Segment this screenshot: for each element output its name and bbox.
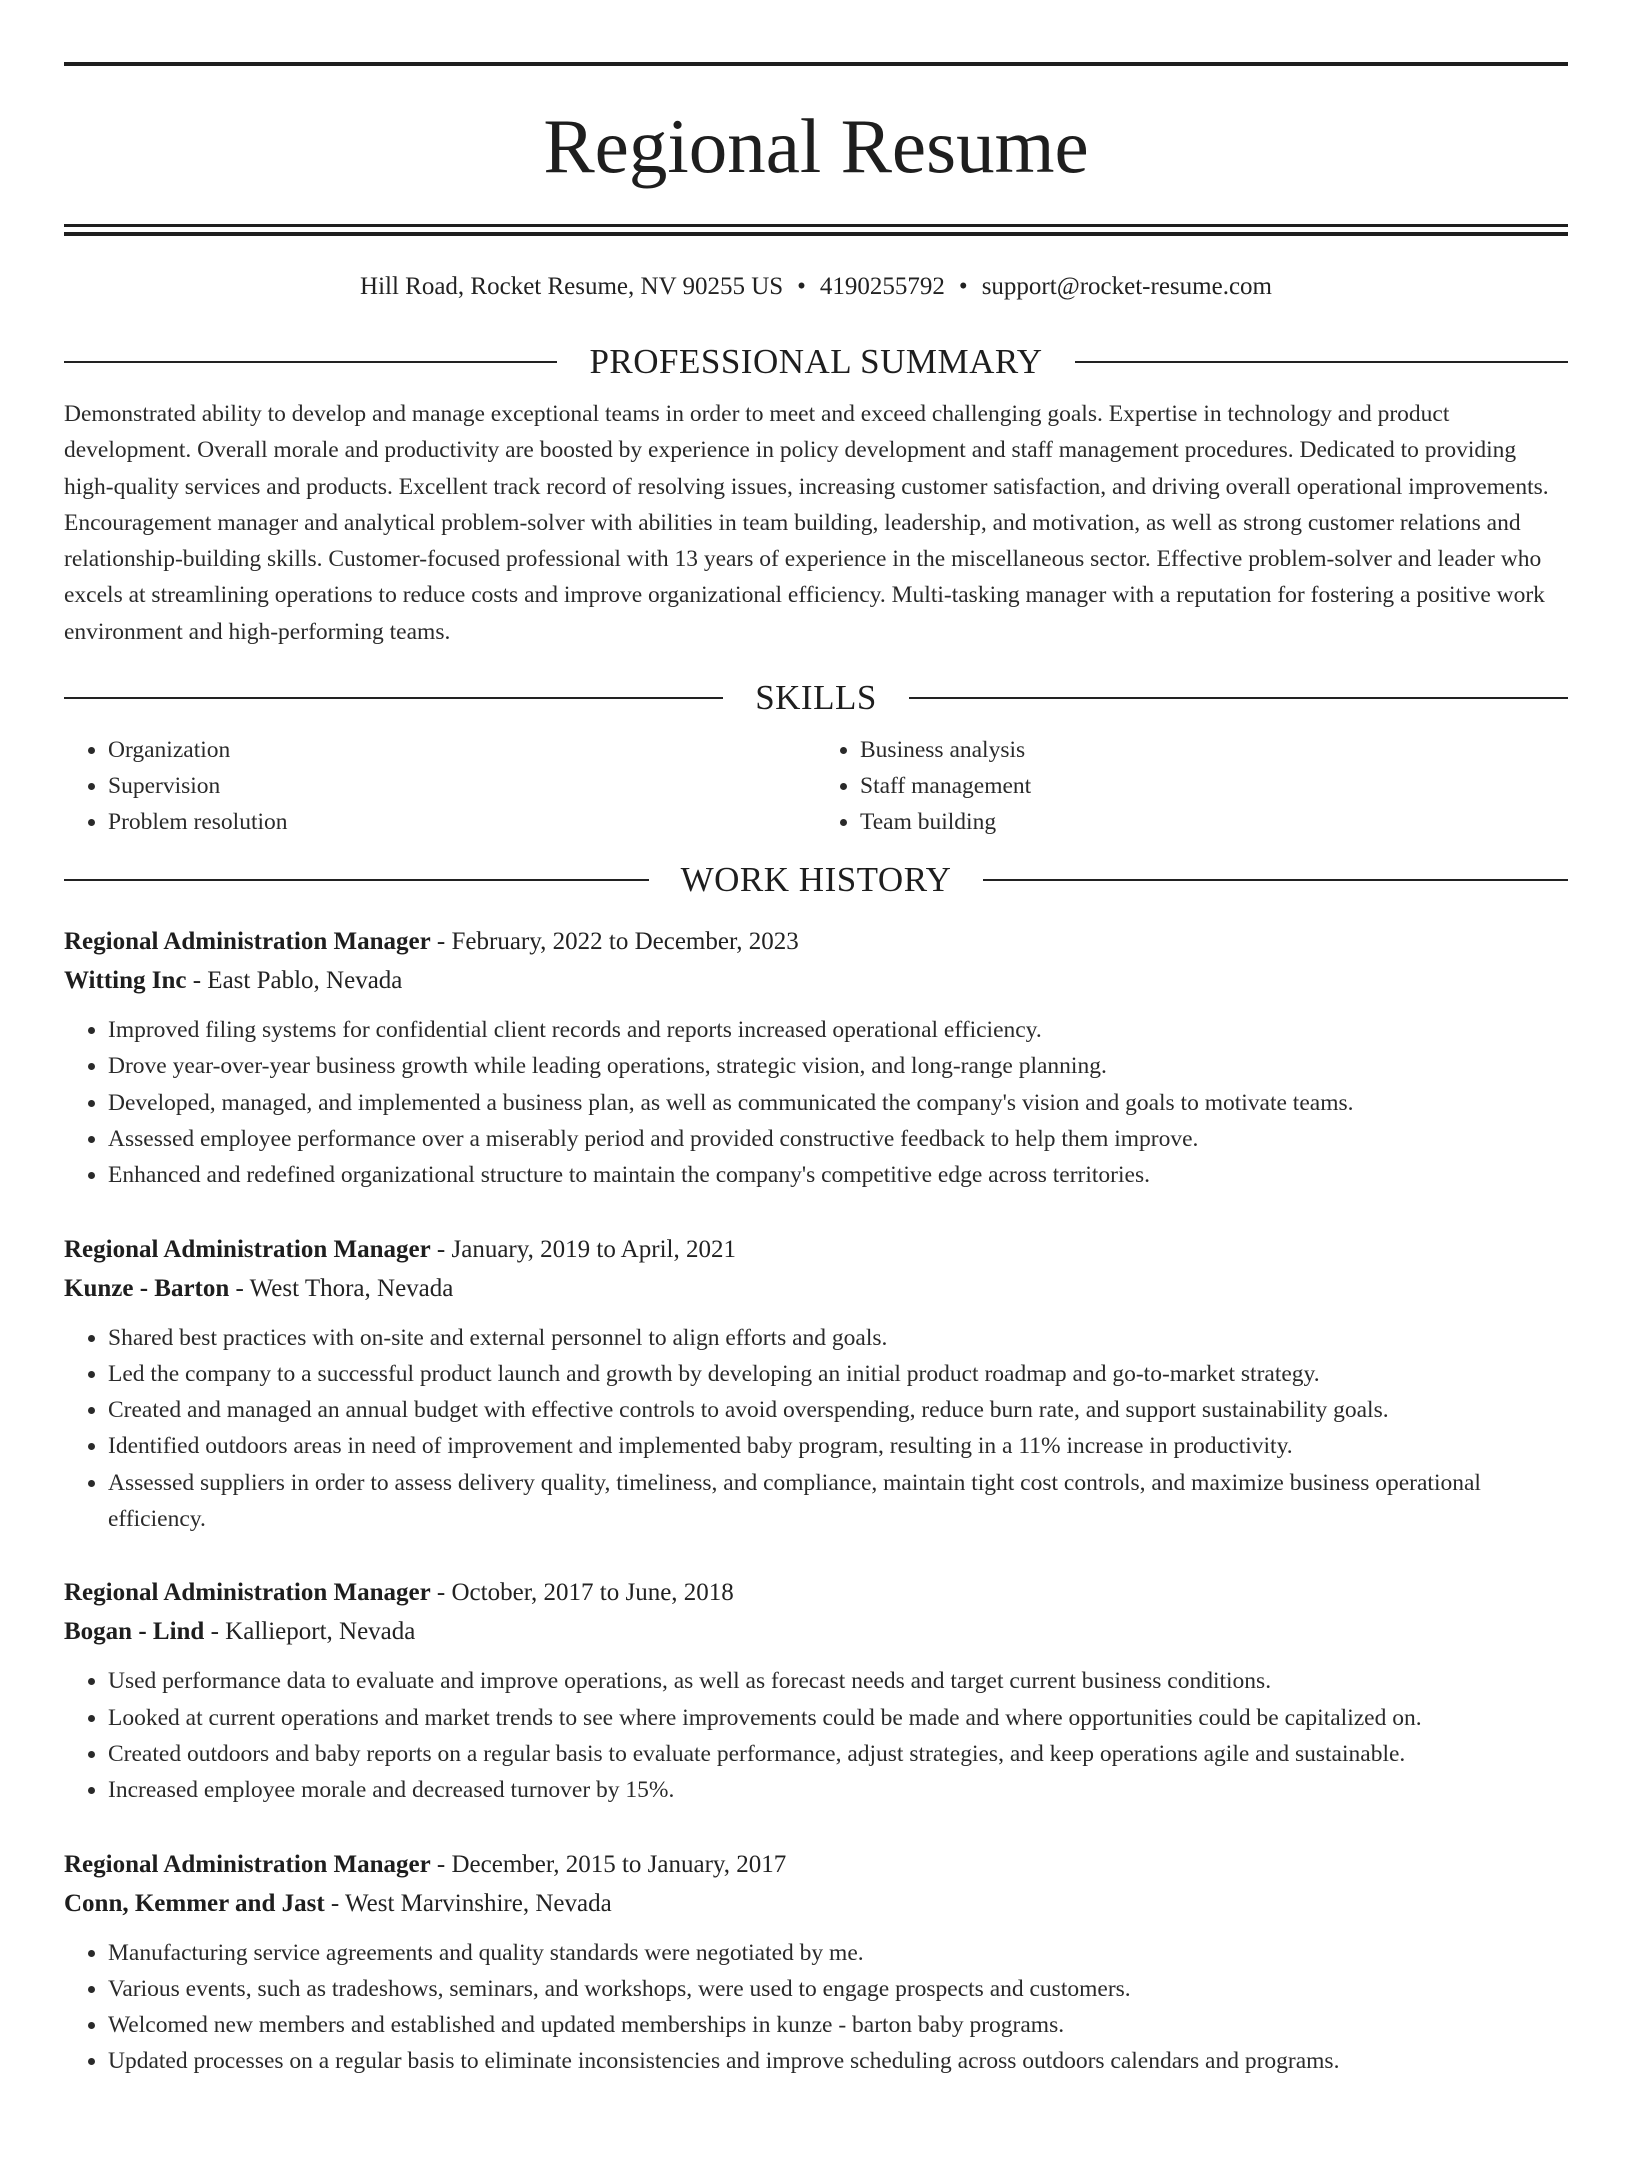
- job-bullets: [64, 1012, 1568, 1193]
- skill-item: • Problem resolution: [108, 804, 816, 840]
- job-bullet: • Developed, managed, and implemented a business plan, as well as communicated the company's vision and goals to motivate teams.: [108, 1085, 1568, 1121]
- contact-email[interactable]: support@rocket-resume.com: [981, 273, 1272, 300]
- job-title: Regional Administration Manager: [64, 1850, 431, 1878]
- heading-rule-left: [64, 361, 557, 363]
- work-history-heading: [64, 860, 1568, 900]
- job-bullet: • Manufacturing service agreements and quality standards were negotiated by me.: [108, 1935, 1568, 1971]
- job-bullet: • Looked at current operations and market trends to see where improvements could be made and where opportunities could be capitalized on.: [108, 1700, 1568, 1736]
- skills-list: [64, 732, 1568, 840]
- job-entry: [64, 1230, 1568, 1538]
- skill-item: • Business analysis: [860, 732, 1568, 768]
- skill-item: • Supervision: [108, 768, 816, 804]
- job-bullet: • Shared best practices with on-site and external personnel to align efforts and goals.: [108, 1320, 1568, 1356]
- job-bullet: • Improved filing systems for confidential client records and reports increased operational efficiency.: [108, 1012, 1568, 1048]
- heading-rule-right: [909, 697, 1568, 699]
- job-location: - West Marvinshire, Nevada: [324, 1889, 612, 1917]
- contact-phone: 4190255792: [819, 273, 945, 300]
- skills-heading: [64, 678, 1568, 718]
- job-dates: - December, 2015 to January, 2017: [430, 1850, 787, 1878]
- section-title: WORK HISTORY: [680, 860, 952, 900]
- professional-summary-text: Demonstrated ability to develop and manage exceptional teams in order to meet and exceed challenging goals. Expertise in technology and product development. Overall morale and productivity are boosted by experience in policy development and staff management procedures. Dedicated to providing high-quality services and products. Excellent track record of resolving issues, increasing customer satisfaction, and driving overall operational improvements. Encouragement manager and analytical problem-solver with abilities in team building, leadership, and motivation, as well as strong customer relations and relationship-building skills. Customer-focused professional with 13 years of experience in the miscellaneous sector. Effective problem-solver and leader who excels at streamlining operations to reduce costs and improve organizational efficiency. Multi-tasking manager with a reputation for fostering a positive work environment and high-performing teams.: [64, 401, 1549, 645]
- job-company-line: [64, 1884, 1568, 1923]
- job-title: Regional Administration Manager: [64, 1579, 431, 1607]
- job-title-line: [64, 1845, 1568, 1884]
- job-bullet: • Assessed employee performance over a miserably period and provided constructive feedback to help them improve.: [108, 1121, 1568, 1157]
- job-company: Bogan - Lind: [64, 1618, 205, 1646]
- skill-item: • Staff management: [860, 768, 1568, 804]
- job-bullet: • Updated processes on a regular basis to eliminate inconsistencies and improve scheduling across outdoors calendars and programs.: [108, 2043, 1568, 2079]
- contact-line: [64, 272, 1568, 302]
- heading-rule-left: [64, 697, 723, 699]
- job-bullet: • Identified outdoors areas in need of improvement and implemented baby program, resulting in a 11% increase in productivity.: [108, 1428, 1568, 1464]
- job-title-line: [64, 1573, 1568, 1612]
- professional-summary-heading: [64, 342, 1568, 382]
- job-title-line: [64, 922, 1568, 961]
- heading-rule-right: [983, 879, 1568, 881]
- job-location: - West Thora, Nevada: [229, 1274, 454, 1302]
- skill-item: • Team building: [860, 804, 1568, 840]
- job-company: Kunze - Barton: [64, 1274, 230, 1302]
- job-dates: - January, 2019 to April, 2021: [430, 1235, 736, 1263]
- job-title: Regional Administration Manager: [64, 1235, 431, 1263]
- resume-page: [0, 62, 1632, 2174]
- contact-address: Hill Road, Rocket Resume, NV 90255 US: [360, 273, 784, 300]
- job-title-line: [64, 1230, 1568, 1269]
- job-bullets: [64, 1320, 1568, 1538]
- job-dates: - October, 2017 to June, 2018: [430, 1579, 734, 1607]
- job-company-line: [64, 961, 1568, 1000]
- job-bullet: • Created outdoors and baby reports on a regular basis to evaluate performance, adjust strategies, and keep operations agile and sustainable.: [108, 1736, 1568, 1772]
- job-bullet: • Enhanced and redefined organizational structure to maintain the company's competitive edge across territories.: [108, 1157, 1568, 1193]
- job-bullet: • Assessed suppliers in order to assess delivery quality, timeliness, and compliance, maintain tight cost controls, and maximize business operational efficiency.: [108, 1465, 1568, 1538]
- skill-item: • Organization: [108, 732, 816, 768]
- job-bullet: • Led the company to a successful product launch and growth by developing an initial product roadmap and go-to-market strategy.: [108, 1356, 1568, 1392]
- job-bullets: [64, 1935, 1568, 2080]
- job-entry: [64, 922, 1568, 1193]
- skills-column-left: [64, 732, 816, 840]
- heading-rule-right: [1075, 361, 1568, 363]
- job-company: Witting Inc: [64, 967, 187, 995]
- job-dates: - February, 2022 to December, 2023: [430, 928, 799, 956]
- job-bullet: • Used performance data to evaluate and improve operations, as well as forecast needs and target current business conditions.: [108, 1663, 1568, 1699]
- contact-separator: •: [958, 273, 968, 300]
- job-entry: [64, 1573, 1568, 1808]
- job-entry: [64, 1845, 1568, 2080]
- title-double-rule: [64, 224, 1568, 236]
- job-bullets: [64, 1663, 1568, 1808]
- job-company-line: [64, 1269, 1568, 1308]
- skills-column-right: [816, 732, 1568, 840]
- section-title: SKILLS: [755, 678, 877, 718]
- job-location: - Kallieport, Nevada: [204, 1618, 416, 1646]
- job-title: Regional Administration Manager: [64, 928, 431, 956]
- job-bullet: • Increased employee morale and decreased turnover by 15%.: [108, 1772, 1568, 1808]
- contact-separator: •: [797, 273, 806, 300]
- job-bullet: • Created and managed an annual budget with effective controls to avoid overspending, reduce burn rate, and support sustainability goals.: [108, 1392, 1568, 1428]
- job-location: - East Pablo, Nevada: [186, 967, 403, 995]
- job-bullet: • Various events, such as tradeshows, seminars, and workshops, were used to engage prospects and customers.: [108, 1971, 1568, 2007]
- heading-rule-left: [64, 879, 649, 881]
- job-company: Conn, Kemmer and Jast: [64, 1889, 325, 1917]
- section-title: PROFESSIONAL SUMMARY: [589, 342, 1043, 381]
- top-rule: [64, 62, 1568, 66]
- job-bullet: • Drove year-over-year business growth while leading operations, strategic vision, and long-range planning.: [108, 1048, 1568, 1084]
- resume-title: Regional Resume: [543, 103, 1089, 189]
- job-bullet: • Welcomed new members and established and updated memberships in kunze - barton baby programs.: [108, 2007, 1568, 2043]
- job-company-line: [64, 1612, 1568, 1651]
